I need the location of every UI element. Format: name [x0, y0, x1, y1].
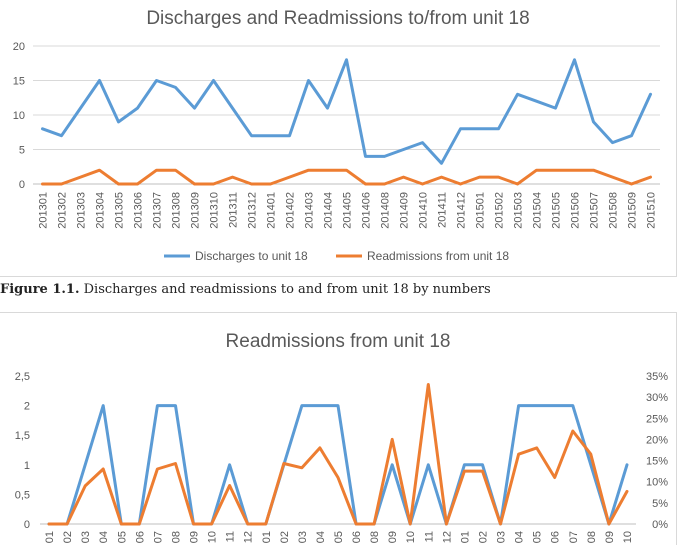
chart2-y-left-tick: 2: [23, 400, 30, 413]
chart1-x-tick: 201507: [588, 192, 601, 229]
chart1-x-tick: 201505: [550, 192, 563, 229]
chart2-y-right-tick: 0%: [652, 519, 668, 531]
chart1-x-tick: 201503: [512, 192, 525, 229]
chart2-y-left-tick: 2,5: [14, 371, 30, 383]
chart2-x-tick: 03: [296, 531, 309, 544]
chart1-series-line-1: [43, 170, 651, 184]
chart2-x-tick: 06: [549, 531, 562, 544]
chart1-x-tick: 201301: [37, 192, 50, 229]
chart2-x-tick: 02: [62, 531, 75, 544]
chart1-series-line-0: [43, 60, 651, 164]
chart1-x-tick: 201309: [189, 192, 202, 229]
chart2-y-left-tick: 1,5: [14, 430, 30, 443]
chart1-x-tick: 201412: [455, 192, 468, 229]
chart1-x-tick: 201502: [493, 192, 506, 229]
chart1-x-tick: 201404: [322, 192, 335, 229]
chart2-x-tick: 01: [44, 531, 57, 544]
chart1-x-tick: 201410: [417, 192, 430, 229]
chart-readmissions: [0, 312, 677, 545]
chart1-legend-label: Discharges to unit 18: [195, 249, 308, 263]
chart2-y-right-tick: 25%: [645, 413, 668, 426]
chart2-x-tick: 02: [477, 531, 490, 544]
chart1-x-tick: 201311: [227, 192, 240, 228]
chart2-x-tick: 01: [459, 531, 472, 544]
chart2-x-tick: 12: [242, 531, 255, 544]
figure-caption: [0, 282, 491, 297]
chart2-y-right-tick: 5%: [652, 497, 668, 510]
chart2-x-tick: 05: [333, 531, 345, 544]
chart2-y-right-tick: 35%: [645, 371, 668, 383]
chart2-x-tick: 09: [387, 531, 400, 544]
chart1-x-tick: 201307: [151, 192, 164, 229]
chart1-x-tick: 201506: [569, 192, 582, 229]
chart2-x-tick: 07: [567, 531, 580, 544]
chart2-x-tick: 04: [513, 531, 526, 544]
chart2-x-tick: 12: [441, 531, 454, 544]
chart1-y-tick: 0: [18, 179, 25, 191]
chart1-x-tick: 201303: [75, 192, 88, 229]
chart2-y-right-tick: 10%: [645, 476, 668, 489]
caption-label: Figure 1.1.: [0, 282, 80, 297]
chart1-y-tick: 10: [12, 110, 25, 122]
caption-text: Discharges and readmissions to and from unit 18 by numbers: [79, 282, 491, 297]
chart1-x-tick: 201501: [474, 192, 487, 229]
chart1-legend-label: Readmissions from unit 18: [367, 249, 510, 263]
chart2-y-left-tick: 1: [23, 459, 30, 472]
chart2-series-line-0: [49, 406, 627, 524]
chart2-y-right-tick: 30%: [645, 392, 668, 405]
chart2-x-tick: 01: [260, 531, 273, 544]
chart2-x-tick: 10: [621, 531, 634, 544]
chart2-x-tick: 02: [278, 531, 291, 544]
chart2-x-tick: 09: [188, 531, 201, 544]
chart2-y-right-tick: 15%: [645, 455, 668, 468]
chart1-x-tick: 201302: [56, 192, 69, 229]
chart2-y-right-tick: 20%: [645, 434, 668, 447]
chart1-x-tick: 201402: [284, 192, 297, 229]
chart2-x-tick: 03: [495, 531, 508, 544]
chart1-x-tick: 201406: [360, 192, 373, 229]
chart2-svg: [0, 313, 676, 545]
chart1-y-tick: 15: [12, 75, 25, 88]
chart1-x-tick: 201308: [170, 192, 183, 229]
chart2-x-tick: 03: [80, 531, 93, 544]
chart1-x-tick: 201306: [132, 192, 145, 229]
chart2-x-tick: 05: [531, 531, 544, 544]
chart1-y-tick: 20: [12, 41, 25, 53]
chart2-x-tick: 10: [206, 531, 219, 544]
chart2-x-tick: 05: [116, 531, 129, 544]
chart1-y-tick: 5: [18, 144, 25, 157]
chart1-title: Discharges and Readmissions to/from unit 18: [146, 8, 530, 29]
chart1-x-tick: 201401: [265, 192, 278, 229]
chart1-x-tick: 201304: [94, 192, 107, 229]
chart1-x-tick: 201405: [341, 192, 354, 229]
chart1-x-tick: 201403: [303, 192, 316, 229]
chart2-y-left-tick: 0,5: [14, 489, 30, 502]
chart1-x-tick: 201508: [607, 192, 620, 229]
chart1-x-tick: 201510: [645, 192, 658, 229]
chart2-x-tick: 07: [152, 531, 165, 544]
chart1-x-tick: 201509: [626, 192, 639, 229]
chart1-x-tick: 201409: [398, 192, 411, 229]
chart2-x-tick: 09: [603, 531, 616, 544]
chart2-x-tick: 08: [585, 531, 598, 544]
chart2-x-tick: 06: [351, 531, 364, 544]
chart2-x-tick: 04: [98, 531, 111, 544]
chart1-x-tick: 201310: [208, 192, 221, 229]
chart2-x-tick: 04: [314, 531, 327, 544]
chart2-title: Readmissions from unit 18: [225, 331, 451, 352]
chart2-x-tick: 08: [170, 531, 183, 544]
chart2-x-tick: 08: [369, 531, 382, 544]
chart2-y-left-tick: 0: [23, 519, 30, 531]
chart1-x-tick: 201312: [246, 192, 259, 229]
chart1-x-tick: 201411: [436, 192, 449, 228]
chart1-x-tick: 201408: [379, 192, 392, 229]
chart2-x-tick: 11: [423, 531, 436, 543]
chart2-x-tick: 11: [224, 531, 237, 543]
chart1-x-tick: 201305: [113, 192, 126, 229]
chart1-x-tick: 201504: [531, 192, 544, 229]
chart2-x-tick: 10: [405, 531, 418, 544]
chart2-x-tick: 06: [134, 531, 147, 544]
